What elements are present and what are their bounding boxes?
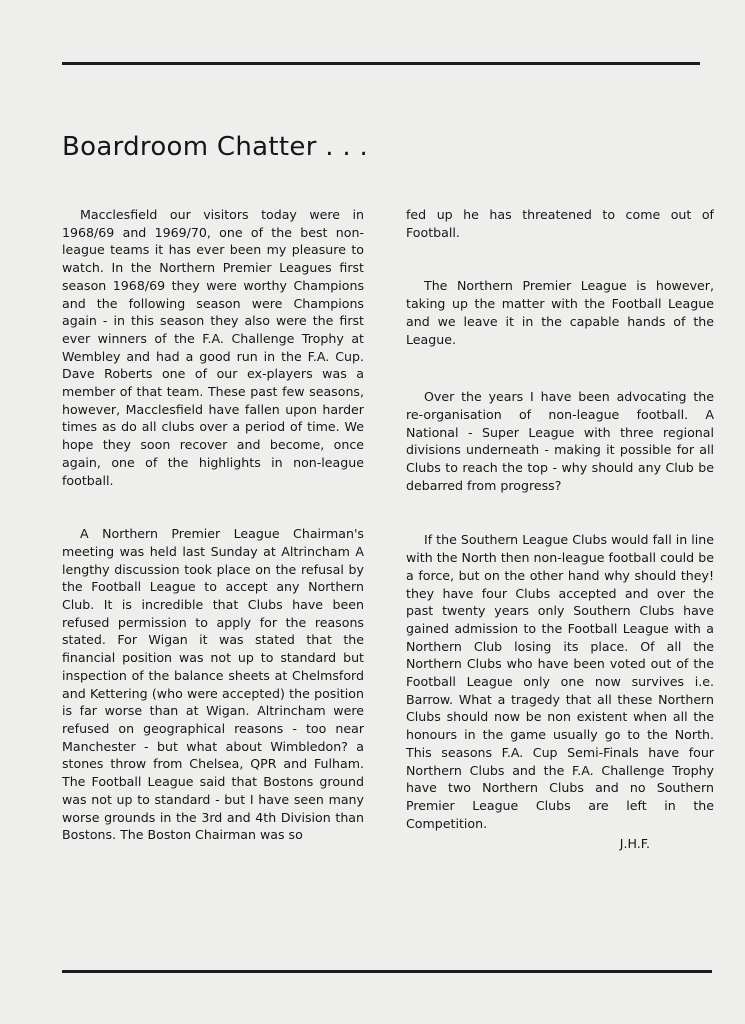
top-rule (62, 62, 700, 65)
bottom-rule (62, 970, 712, 973)
article-paragraph: Macclesfield our visitors today were in 1968/69 and 1969/70, one of the best non-league teams it has ever been my pleasure to watch. In the Northern Premier Leagues first season 1968/69 they were worthy Champions and the following season were Champions again - in this season they also were the first ever winners of the F.A. Challenge Trophy at Wembley and had a good run in the F.A. Cup. Dave Roberts one of our ex-players was a member of that team. These past few seasons, however, Macclesfield have fallen upon harder times as do all clubs over a period of time. We hope they soon recover and become, once again, one of the highlights in non-league football. (62, 207, 364, 488)
left-column (62, 206, 364, 844)
article-paragraph: The Northern Premier League is however, taking up the matter with the Football League and we leave it in the capable hands of the League. (406, 278, 714, 347)
author-signature: J.H.F. (619, 836, 650, 852)
article-paragraph: Over the years I have been advocating the re-organisation of non-league football. A National - Super League with three regional divisions underneath - making it possible for all Clubs to reach the top - why should any Club be debarred from progress? (406, 389, 714, 493)
article-paragraph: A Northern Premier League Chairman's meeting was held last Sunday at Altrincham A lengthy discussion took place on the refusal by the Football League to accept any Northern Club. It is incredible that Clubs have been refused permission to apply for the reasons stated. For Wigan it was stated that the financial position was not up to standard but inspection of the balance sheets at Chelmsford and Kettering (who were accepted) the position is far worse than at Wigan. Altrincham were refused on geographical reasons - too near Manchester - but what about Wimbledon? a stones throw from Chelsea, QPR and Fulham. The Football League said that Bostons ground was not up to standard - but I have seen many worse grounds in the 3rd and 4th Division than Bostons. The Boston Chairman was so (62, 526, 364, 843)
page-title: Boardroom Chatter . . . (62, 132, 369, 162)
article-paragraph: If the Southern League Clubs would fall in line with the North then non-league football could be a force, but on the other hand why should they! they have four Clubs accepted and over the past twenty years only Southern Clubs have gained admission to the Football League with a Northern Club losing its place. Of all the Northern Clubs who have been voted out of the Football League only one now survives i.e. Barrow. What a tragedy that all these Northern Clubs should now be non existent when all the honours in the game usually go to the North. This seasons F.A. Cup Semi-Finals have four Northern Clubs and the F.A. Challenge Trophy have two Northern Clubs and no Southern Premier League Clubs are left in the Competition. (406, 532, 714, 831)
right-column (406, 206, 714, 851)
article-paragraph: fed up he has threatened to come out of Football. (406, 207, 714, 240)
